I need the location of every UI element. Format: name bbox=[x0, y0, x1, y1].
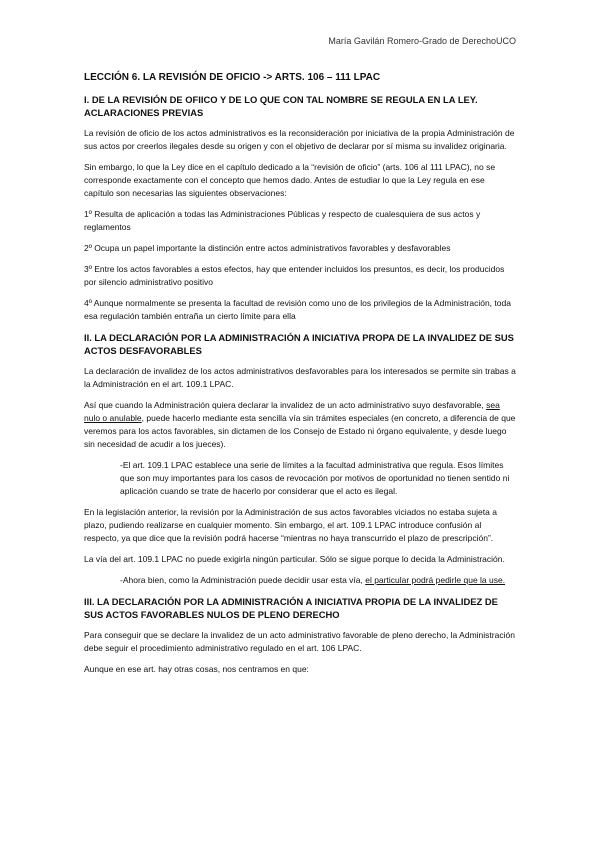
section-2-paragraph-4: En la legislación anterior, la revisión por la Administración de sus actos favorables viciados no estaba sujeta a plazo, pudiendo realizarse en cualquier momento. Sin embargo, el art. 109.1 LPAC introduce confusión al respecto, ya que dice que la revisión podrá hacerse “mientras no haya transcurrido el plazo de prescripción”. bbox=[84, 507, 497, 543]
observation-3: 3º Entre los actos favorables a estos efectos, hay que entender incluidos los presuntos, es decir, los producidos por silencio administrativo positivo bbox=[84, 264, 505, 287]
section-3-paragraph-2: Aunque en ese art. hay otras cosas, nos centramos en que: bbox=[84, 664, 309, 674]
section-2-paragraph-1: La declaración de invalidez de los actos administrativos desfavorables para los interesados se permite sin trabas a la Administración en el art. 109.1 LPAC. bbox=[84, 366, 516, 389]
section-1-paragraph-1: La revisión de oficio de los actos administrativos es la reconsideración por iniciativa de la propia Administración de sus actos por creerlos ilegales desde su origen y con el objetivo de declarar por sí misma su invalidez originaria. bbox=[84, 128, 515, 151]
section-2-note-2-start: -Ahora bien, como la Administración puede decidir usar esta vía, bbox=[120, 575, 366, 585]
section-2-indented-note-2 bbox=[120, 574, 516, 587]
observation-4: 4º Aunque normalmente se presenta la facultad de revisión como uno de los privilegios de la Administración, toda esa regulación también entraña un cierto límite para ella bbox=[84, 298, 511, 321]
section-2-paragraph-2-start: Así que cuando la Administración quiera declarar la invalidez de un acto administrativo suyo desfavorable, bbox=[84, 400, 487, 410]
section-2-paragraph-2 bbox=[84, 399, 516, 451]
underlined-phrase-2: el particular podrá pedirle que la use. bbox=[365, 575, 506, 585]
section-3-heading: III. LA DECLARACIÓN POR LA ADMINISTRACIÓN A INICIATIVA PROPIA DE LA INVALIDEZ DE SUS ACTOS FAVORABLES NULOS DE PLENO DERECHO bbox=[84, 596, 498, 620]
section-2-paragraph-2-end: , puede hacerlo mediante esta sencilla vía sin trámites especiales (en concreto, a diferencia de que veremos para los actos favorables, sin dictamen de los Consejo de Estado ni órgano equivalente, y desde luego sin necesidad de acudir a los jueces). bbox=[84, 413, 516, 449]
section-1-paragraph-2: Sin embargo, lo que la Ley dice en el capítulo dedicado a la “revisión de oficio” (arts. 106 al 111 LPAC), no se corresponde exactamente con el concepto que hemos dado. Antes de estudiar lo que la Ley regula en ese capítulo son necesarias las siguientes observaciones: bbox=[84, 162, 496, 198]
section-1-heading: I. DE LA REVISIÓN DE OFIICO Y DE LO QUE CON TAL NOMBRE SE REGULA EN LA LEY. ACLARACIONES PREVIAS bbox=[84, 94, 478, 118]
underlined-phrase: sea nulo o anulable bbox=[84, 400, 500, 423]
observation-1: 1º Resulta de aplicación a todas las Administraciones Públicas y respecto de cualesquiera de sus actos y reglamentos bbox=[84, 209, 481, 232]
section-3-paragraph-1: Para conseguir que se declare la invalidez de un acto administrativo favorable de pleno derecho, la Administración debe seguir el procedimiento administrativo regulado en el art. 106 LPAC. bbox=[84, 630, 515, 653]
section-2-paragraph-5: La vía del art. 109.1 LPAC no puede exigirla ningún particular. Sólo se sigue porque lo decida la Administración. bbox=[84, 554, 505, 564]
lesson-title: LECCIÓN 6. LA REVISIÓN DE OFICIO -> ARTS. 106 – 111 LPAC bbox=[84, 72, 381, 83]
section-2-indented-note-1: -El art. 109.1 LPAC establece una serie de límites a la facultad administrativa que regula. Esos límites que son muy importantes para los casos de revocación por motivos de oportunidad no tienen sentido ni aplicación cuando se trate de hacerlo por considerar que el acto es ilegal. bbox=[120, 460, 510, 496]
observation-2: 2º Ocupa un papel importante la distinción entre actos administrativos favorables y desfavorables bbox=[84, 243, 451, 253]
section-2-heading: II. LA DECLARACIÓN POR LA ADMINISTRACIÓN A INICIATIVA PROPA DE LA INVALIDEZ DE SUS ACTOS DESFAVORABLES bbox=[84, 332, 514, 356]
document-body bbox=[84, 72, 516, 684]
header-author: María Gavilán Romero-Grado de DerechoUCO bbox=[328, 36, 516, 46]
